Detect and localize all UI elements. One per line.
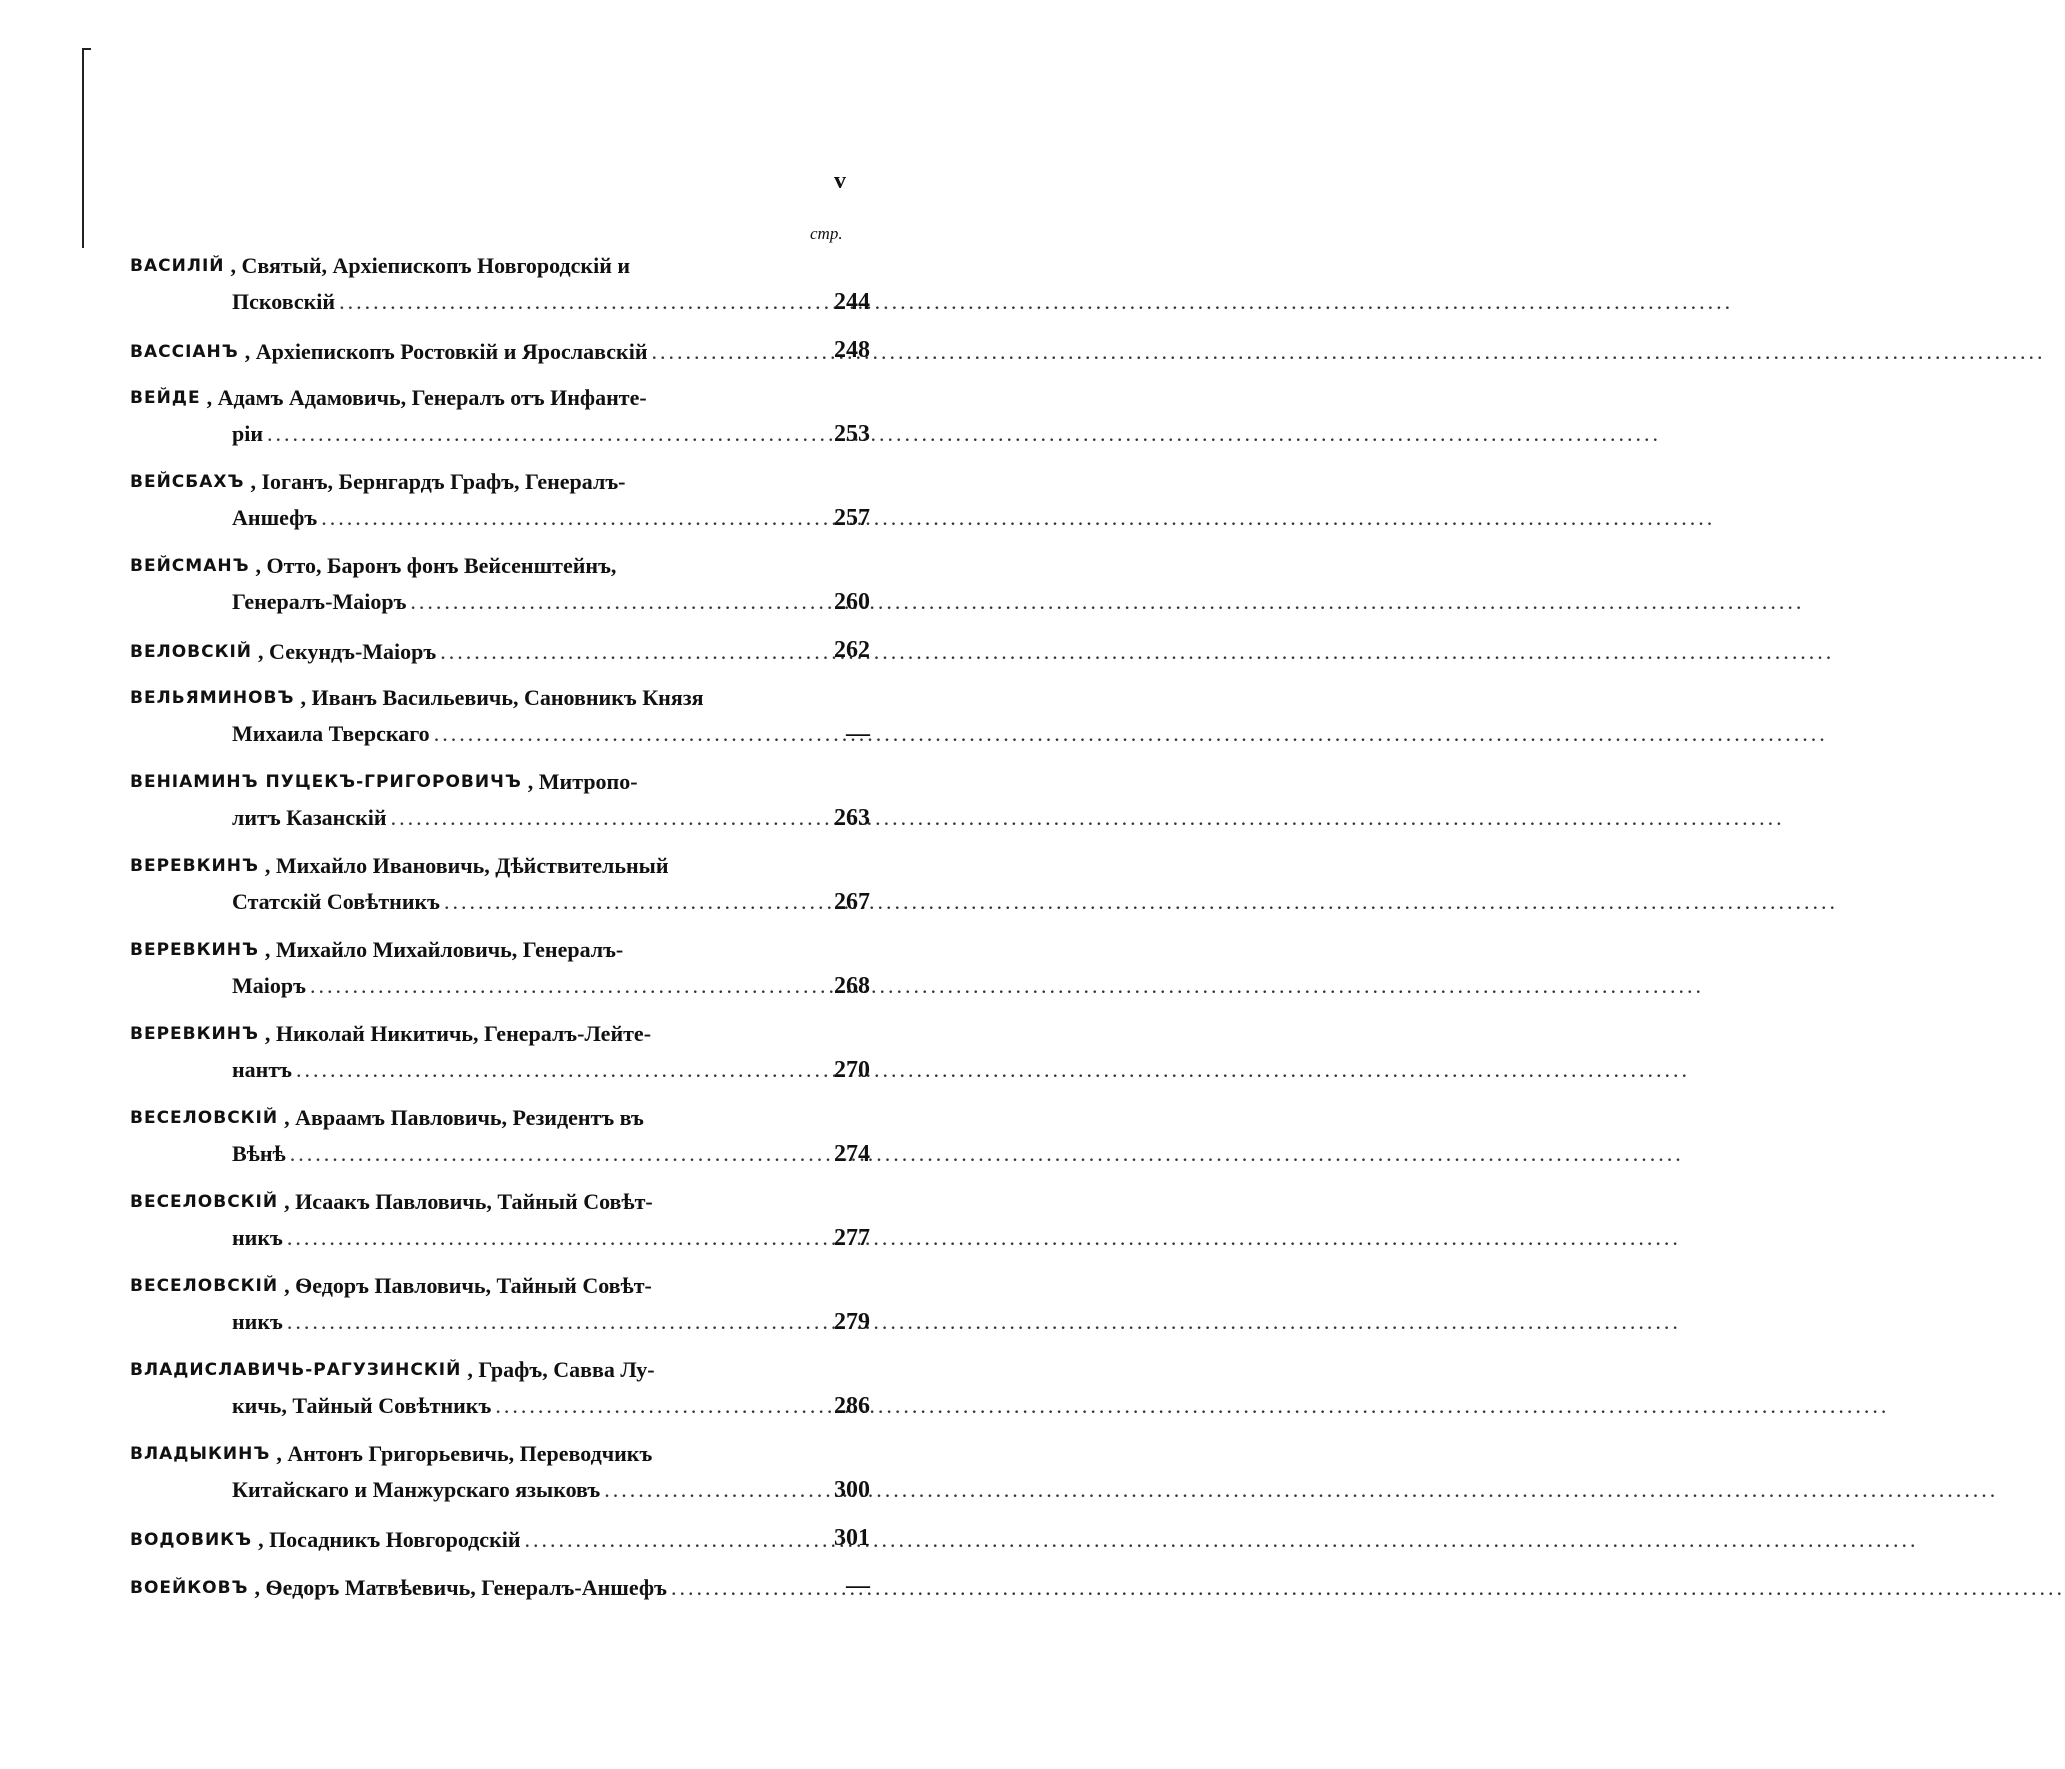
toc-entry-name: ВАССІАНЪ: [130, 342, 239, 362]
dot-leader: [604, 1472, 808, 1508]
toc-entry-name: ВЕСЕЛОВСКІЙ: [130, 1108, 279, 1128]
toc-entry-line: [130, 584, 870, 620]
toc-entry: [130, 932, 870, 1004]
toc-entry-text: [130, 932, 808, 968]
toc-entry-line: [130, 248, 870, 284]
toc-entry-description: , Михайло Ивановичь, Дѣйствительный: [264, 853, 669, 878]
dot-leader: [296, 1052, 808, 1088]
toc-entry: [130, 332, 870, 368]
toc-entry-text: [130, 248, 808, 284]
toc-entry-text: [130, 1184, 808, 1220]
toc-entry-text: [130, 380, 808, 416]
toc-entry-text: [232, 284, 808, 320]
toc-entry-text: [232, 584, 808, 620]
toc-entry-text: [130, 548, 808, 584]
toc-entry-description: , Отто, Баронъ фонъ Вейсенштейнъ,: [255, 553, 617, 578]
toc-entry-page-number: 274: [834, 1141, 870, 1167]
toc-entry-page-number: 270: [834, 1057, 870, 1083]
toc-entry-text: [130, 1016, 808, 1052]
toc-entry-name: ВЛАДИСЛАВИЧЬ-РАГУЗИНСКІЙ: [130, 1360, 462, 1380]
toc-entry-description: Китайскаго и Манжурскаго языковъ: [232, 1477, 601, 1502]
toc-entry-page-number: 257: [834, 505, 870, 531]
toc-entry-description: , Ѳедоръ Павловичь, Тайный Совѣт-: [284, 1273, 652, 1298]
toc-entry: [130, 680, 870, 752]
toc-entry-page-number: 262: [834, 637, 870, 663]
dot-leader: [652, 334, 808, 370]
toc-entry: [130, 380, 870, 452]
toc-entry-name: ВЕСЕЛОВСКІЙ: [130, 1276, 279, 1296]
toc-entry-page-number: 300: [834, 1477, 870, 1503]
table-of-contents: [130, 248, 870, 1616]
toc-entry-name: ВЕСЕЛОВСКІЙ: [130, 1192, 279, 1212]
toc-entry: [130, 1520, 870, 1556]
toc-entry-line: [130, 1268, 870, 1304]
toc-entry-page-number: 248: [834, 337, 870, 363]
toc-entry-name: ВОЕЙКОВЪ: [130, 1578, 249, 1598]
toc-entry: [130, 1268, 870, 1340]
toc-entry-name: ВЕРЕВКИНЪ: [130, 940, 259, 960]
toc-entry-text: [130, 1268, 808, 1304]
toc-entry-page-number: 253: [834, 421, 870, 447]
toc-entry-text: [130, 764, 808, 800]
toc-entry-name: ВЕЛОВСКІЙ: [130, 642, 253, 662]
toc-entry-description: , Посадникъ Новгородскій: [258, 1527, 521, 1552]
toc-entry: [130, 1352, 870, 1424]
dot-leader: [434, 716, 808, 752]
toc-entry-description: , Михайло Михайловичь, Генералъ-: [264, 937, 624, 962]
toc-entry-description: Псковскій: [232, 289, 336, 314]
toc-entry-name: ВЛАДЫКИНЪ: [130, 1444, 271, 1464]
toc-entry-text: [232, 416, 808, 452]
toc-entry-line: [130, 500, 870, 536]
toc-entry-description: Генералъ-Маіоръ: [232, 589, 407, 614]
toc-entry-line: [130, 632, 870, 668]
toc-entry-text: [232, 1388, 808, 1424]
dot-leader: [444, 884, 808, 920]
toc-entry-text: [232, 1304, 808, 1340]
toc-entry-page-number: 277: [834, 1225, 870, 1251]
page-number: v: [834, 168, 846, 194]
toc-entry-page-number: 279: [834, 1309, 870, 1335]
toc-entry-description: , Архіепископъ Ростовкій и Ярославскій: [244, 339, 648, 364]
toc-entry-page-number: 301: [834, 1525, 870, 1551]
toc-entry-description: , Графъ, Савва Лу-: [467, 1357, 655, 1382]
toc-entry-page-number: 244: [834, 289, 870, 315]
toc-entry: [130, 632, 870, 668]
dot-leader: [440, 634, 808, 670]
toc-entry-line: [130, 1016, 870, 1052]
dot-leader: [267, 416, 808, 452]
dot-leader: [287, 1220, 808, 1256]
dot-leader: [287, 1304, 808, 1340]
toc-entry-page-number: 286: [834, 1393, 870, 1419]
toc-entry: [130, 248, 870, 320]
dot-leader: [391, 800, 808, 836]
dot-leader: [339, 284, 808, 320]
toc-entry-name: ВЕЙСМАНЪ: [130, 556, 250, 576]
toc-entry-line: [130, 1472, 870, 1508]
toc-entry: [130, 548, 870, 620]
toc-entry-page-number: 268: [834, 973, 870, 999]
toc-entry-description: кичь, Тайный Совѣтникъ: [232, 1393, 492, 1418]
dot-leader: [671, 1570, 808, 1606]
toc-entry-text: [130, 1436, 808, 1472]
toc-entry-text: [232, 1136, 808, 1172]
dot-leader: [321, 500, 808, 536]
toc-entry-line: [130, 764, 870, 800]
toc-entry-line: [130, 716, 870, 752]
toc-entry-text: [232, 1472, 808, 1508]
toc-entry-name: ВЕЙДЕ: [130, 388, 201, 408]
binding-edge-line: [82, 48, 84, 248]
toc-entry-description: , Секундъ-Маіоръ: [258, 639, 437, 664]
dot-leader: [410, 584, 808, 620]
toc-entry-line: [130, 416, 870, 452]
toc-entry-description: , Николай Никитичь, Генералъ-Лейте-: [264, 1021, 652, 1046]
toc-entry-line: [130, 1388, 870, 1424]
toc-entry-description: , Митропо-: [527, 769, 638, 794]
toc-entry-description: нантъ: [232, 1057, 292, 1082]
binding-edge-tick: [82, 48, 91, 50]
toc-entry: [130, 1568, 870, 1604]
toc-entry-description: никъ: [232, 1225, 283, 1250]
toc-entry-line: [130, 1520, 870, 1556]
toc-entry-line: [130, 1184, 870, 1220]
toc-entry-line: [130, 1136, 870, 1172]
toc-entry-text: [130, 1570, 808, 1606]
toc-entry: [130, 848, 870, 920]
dot-leader: [495, 1388, 808, 1424]
toc-entry-line: [130, 464, 870, 500]
toc-entry-line: [130, 884, 870, 920]
toc-entry: [130, 764, 870, 836]
toc-entry-name: ВЕРЕВКИНЪ: [130, 856, 259, 876]
toc-entry-page-number: —: [846, 1573, 870, 1599]
toc-entry-description: литъ Казанскій: [232, 805, 387, 830]
toc-entry-name: ВЕЛЬЯМИНОВЪ: [130, 688, 295, 708]
toc-entry-description: ріи: [232, 421, 264, 446]
toc-entry: [130, 1436, 870, 1508]
toc-entry-description: Аншефъ: [232, 505, 318, 530]
toc-entry-text: [130, 1100, 808, 1136]
toc-entry-text: [232, 716, 808, 752]
toc-entry-text: [232, 1052, 808, 1088]
toc-entry-description: , Исаакъ Павловичь, Тайный Совѣт-: [284, 1189, 653, 1214]
dot-leader: [310, 968, 808, 1004]
toc-entry-line: [130, 332, 870, 368]
toc-entry-description: никъ: [232, 1309, 283, 1334]
toc-entry-line: [130, 932, 870, 968]
toc-entry-page-number: 263: [834, 805, 870, 831]
toc-entry: [130, 1016, 870, 1088]
toc-entry-line: [130, 284, 870, 320]
toc-entry: [130, 1100, 870, 1172]
toc-entry-line: [130, 968, 870, 1004]
toc-entry-text: [130, 464, 808, 500]
toc-entry-description: Статскій Совѣтникъ: [232, 889, 440, 914]
toc-entry-description: , Адамъ Адамовичь, Генералъ отъ Инфанте-: [206, 385, 647, 410]
toc-entry-text: [232, 800, 808, 836]
toc-entry-page-number: 260: [834, 589, 870, 615]
toc-entry-line: [130, 380, 870, 416]
toc-entry-name: ВАСИЛІЙ: [130, 256, 225, 276]
toc-entry-line: [130, 800, 870, 836]
toc-entry: [130, 1184, 870, 1256]
toc-entry-text: [130, 334, 808, 370]
toc-entry-line: [130, 848, 870, 884]
toc-entry-name: ВЕЙСБАХЪ: [130, 472, 245, 492]
toc-entry-text: [130, 1522, 808, 1558]
toc-entry-text: [232, 968, 808, 1004]
toc-entry-text: [130, 848, 808, 884]
toc-entry-description: , Антонъ Григорьевичь, Переводчикъ: [276, 1441, 653, 1466]
toc-entry-text: [130, 680, 808, 716]
toc-entry-line: [130, 1052, 870, 1088]
toc-entry-description: , Святый, Архіепископъ Новгородскій и: [230, 253, 631, 278]
toc-entry-line: [130, 1352, 870, 1388]
toc-entry-name: ВЕНІАМИНЪ ПУЦЕКЪ-ГРИГОРОВИЧЪ: [130, 772, 522, 792]
toc-entry-name: ВОДОВИКЪ: [130, 1530, 253, 1550]
toc-entry-description: , Иванъ Васильевичь, Сановникъ Князя: [300, 685, 704, 710]
toc-entry-line: [130, 1568, 870, 1604]
toc-entry-text: [232, 884, 808, 920]
toc-entry-description: , Ѳедоръ Матвѣевичь, Генералъ-Аншефъ: [254, 1575, 667, 1600]
toc-entry-line: [130, 1436, 870, 1472]
toc-entry-line: [130, 548, 870, 584]
toc-entry-line: [130, 680, 870, 716]
dot-leader: [290, 1136, 808, 1172]
toc-entry-description: Маіоръ: [232, 973, 306, 998]
toc-entry-description: Вѣнѣ: [232, 1141, 286, 1166]
toc-entry: [130, 464, 870, 536]
page-column-header: стр.: [810, 224, 843, 243]
toc-entry-line: [130, 1100, 870, 1136]
dot-leader: [525, 1522, 808, 1558]
toc-entry-name: ВЕРЕВКИНЪ: [130, 1024, 259, 1044]
toc-entry-description: Михаила Тверскаго: [232, 721, 430, 746]
toc-entry-page-number: 267: [834, 889, 870, 915]
toc-entry-text: [130, 634, 808, 670]
toc-entry-text: [232, 500, 808, 536]
toc-entry-page-number: —: [846, 721, 870, 747]
toc-entry-description: , Іоганъ, Бернгардъ Графъ, Генералъ-: [250, 469, 626, 494]
toc-entry-line: [130, 1220, 870, 1256]
toc-entry-text: [130, 1352, 808, 1388]
toc-entry-description: , Авраамъ Павловичь, Резидентъ въ: [284, 1105, 644, 1130]
toc-entry-line: [130, 1304, 870, 1340]
toc-entry-text: [232, 1220, 808, 1256]
